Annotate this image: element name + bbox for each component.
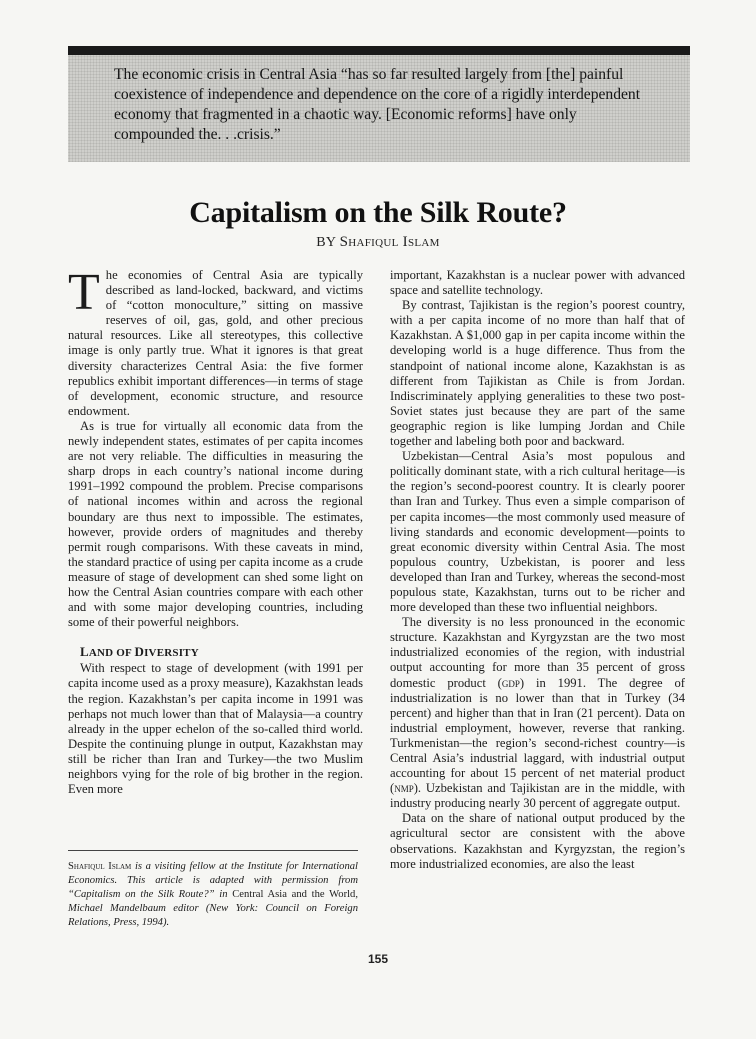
footnote-book: Central Asia and the World: [232, 889, 356, 900]
paragraph-7c: ). Uzbekistan and Tajikistan are in the middle, with industry producing nearly 30 percent of aggregate output.: [390, 781, 685, 811]
left-column: [68, 264, 363, 797]
drop-cap: T: [68, 264, 100, 321]
nmp-abbrev: nmp: [394, 781, 414, 796]
paragraph-7a: The diversity is no less pronounced in the economic structure. Kazakhstan and Kyrgyzstan are the two most industrialized economies of the region, with industrial output accounting for more than 35 percent of gross domestic product (: [390, 615, 685, 690]
byline-by: BY: [316, 235, 336, 250]
section-heading-cap-2: D: [134, 644, 145, 660]
paragraph-4: important, Kazakhstan is a nuclear power with advanced space and satellite technology.: [390, 268, 685, 298]
section-heading-rest-1: AND OF: [88, 647, 135, 660]
footnote-text-2: , Michael Mandelbaum editor (New York: Council on Foreign Relations, Press, 1994).: [68, 889, 358, 928]
pull-quote: The economic crisis in Central Asia “has so far resulted largely from [the] painful coexistence of independence and dependence on the core of a rigidly interdependent economy that fragmented in a chaotic way. [Economic reforms] have only compounded the. . .crisis.”: [68, 55, 690, 162]
section-heading: [68, 644, 363, 661]
footnote-text-1: is a visiting fellow at the Institute for International Economics. This article is adapted with permission from “Capitalism on the Silk Route?” in: [68, 861, 358, 900]
byline: [0, 234, 756, 251]
footnote-rule: [68, 850, 358, 851]
paragraph-6: Uzbekistan—Central Asia’s most populous and politically dominant state, with a rich cultural heritage—is the region’s second-poorest country. It is clearly poorer than Iran and Turkey. Thus even a simple comparison of per capita incomes—the most commonly used measure of living standards and economic development—points to great economic diversity within Central Asia. The most populous country, Uzbekistan, is poorer and less developed than Iran and Turkey, whereas the second-most populous state, Kazakhstan, turns out to be richer and more developed than these two influential neighbors.: [390, 449, 685, 615]
paragraph-1-text: he economies of Central Asia are typically described as land-locked, backward, and victims of “cotton monoculture,” sitting on massive reserves of oil, gas, gold, and other precious natural resources. Like all stereotypes, this collective image is only partly true. What it ignores is that great diversity characterizes Central Asia: the five former republics exhibit important differences—in terms of stage of development, economic structure, and resource endowment.: [68, 268, 363, 418]
page-number: 155: [367, 952, 389, 966]
paragraph-1: [68, 264, 363, 419]
right-column: [390, 268, 685, 872]
paragraph-2: As is true for virtually all economic data from the newly independent states, estimates of per capita incomes are not very reliable. The difficulties in measuring the sharp drops in each country’s national income during 1991–1992 compound the problem. Precise comparisons of national incomes within and across the regional boundary are thus next to impossible. The estimates, however, provide orders of magnitudes and thereby permit rough comparisons. With these caveats in mind, the standard practice of using per capita income as a crude measure of stage of development can shed some light on how the Central Asian countries compare with each other and with some major developing countries, including some of their powerful neighbors.: [68, 418, 363, 630]
article-title: Capitalism on the Silk Route?: [189, 196, 567, 229]
author-footnote: [68, 860, 358, 930]
section-heading-rest-2: IVERSITY: [144, 647, 199, 660]
footnote-author: Shafiqul Islam: [68, 861, 132, 872]
paragraph-5: By contrast, Tajikistan is the region’s poorest country, with a per capita income of no more than half that of Kazakhstan. A $1,000 gap in per capita income within the developing world is a huge difference. Thus from the standpoint of national income alone, Kazakhstan is as different from Tajikistan as Chile is from Jordan. Indiscriminately applying generalities to these two post-Soviet states just because they are part of the same geographic region is like lumping Jordan and Chile together and labeling both poor and backward.: [390, 298, 685, 449]
paragraph-7b: ) in 1991. The degree of industrialization is no lower than that in Turkey (34 percent) and higher than that in Iran (21 percent). Data on industrial employment, however, reverse that ranking. Turkmenistan—the region’s second-richest country—is Central Asia’s industrial laggard, with industrial output accounting for about 15 percent of net material product (: [390, 675, 686, 796]
paragraph-3: With respect to stage of development (with 1991 per capita income used as a proxy measure), Kazakhstan leads the region. Kazakhstan’s per capita income in 1991 was perhaps not much lower than that of Malaysia—a country already in the upper echelon of the so-called third world. Despite the continuing plunge in output, Kazakhstan may still be richer than Iran and Turkey—the two Muslim neighbors vying for the role of big brother in the region. Even more: [68, 661, 363, 797]
section-heading-cap-1: L: [80, 644, 89, 660]
gdp-abbrev: gdp: [501, 675, 520, 690]
byline-author: Shafiqul Islam: [339, 234, 440, 250]
paragraph-7: [390, 615, 685, 811]
paragraph-8: Data on the share of national output produced by the agricultural sector are consistent with the above observations. Kazakhstan and Kyrgyzstan, the region’s more industrialized economies, are also the least: [390, 811, 685, 871]
top-rule: [68, 46, 690, 55]
